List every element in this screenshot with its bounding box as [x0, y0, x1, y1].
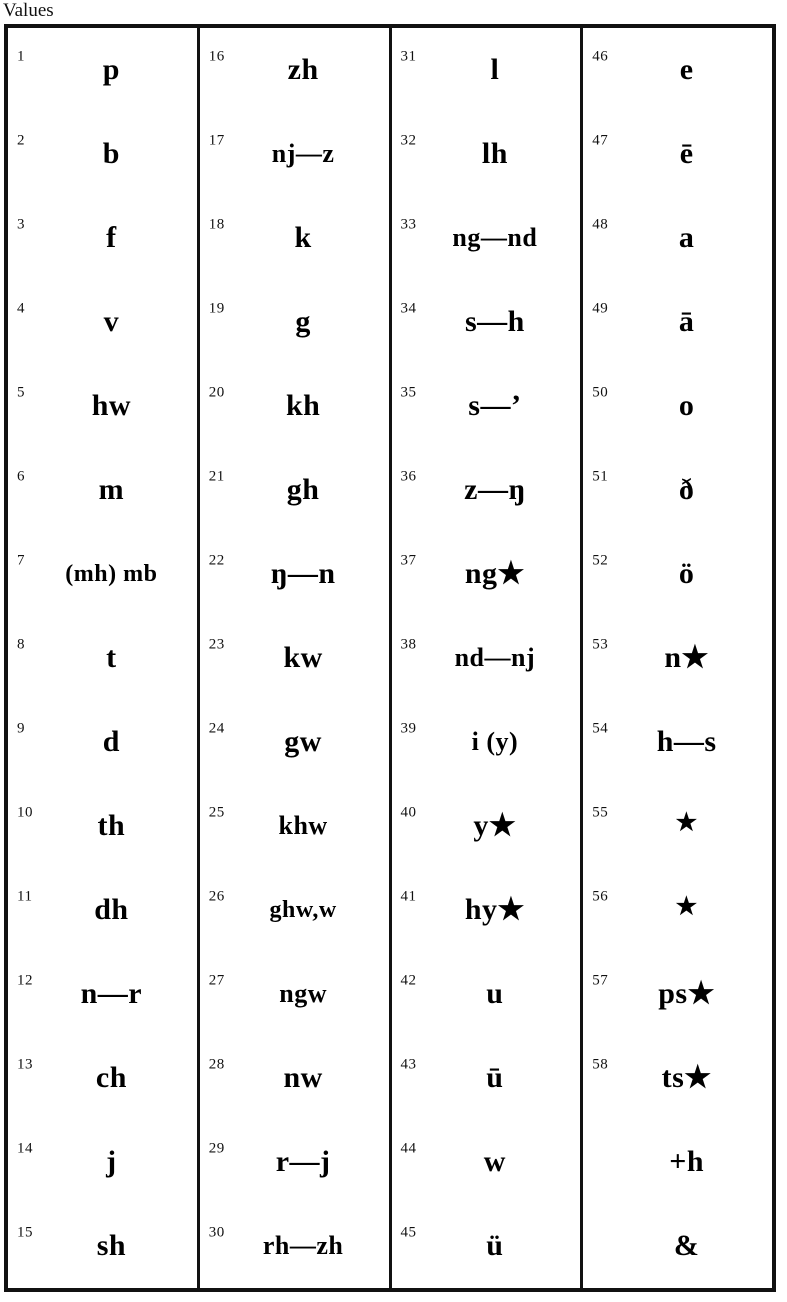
table-cell	[392, 532, 581, 616]
table-cell	[392, 448, 581, 532]
cell-number: 50	[592, 384, 609, 401]
table-cell	[583, 112, 772, 196]
cell-number: 2	[17, 132, 25, 149]
table-cell	[583, 364, 772, 448]
cell-value: g	[295, 305, 311, 338]
table-cell	[8, 1036, 197, 1120]
cell-value: n★	[664, 641, 709, 674]
cell-value: ★	[675, 894, 698, 920]
table-column-4	[583, 28, 772, 1288]
cell-number: 28	[208, 1056, 225, 1073]
cell-value: sh	[96, 1229, 127, 1262]
cell-number: 19	[208, 300, 225, 317]
cell-value: u	[486, 977, 504, 1010]
table-column-3	[392, 28, 584, 1288]
cell-value: o	[678, 389, 695, 422]
table-cell	[200, 952, 389, 1036]
cell-number: 44	[400, 1140, 417, 1157]
cell-number: 48	[592, 216, 609, 233]
cell-value: &	[673, 1229, 700, 1262]
table-cell	[8, 28, 197, 112]
cell-value: ā	[678, 305, 695, 338]
cell-value: z—ŋ	[464, 473, 526, 506]
cell-value: ghw,w	[269, 897, 337, 923]
table-cell	[392, 28, 581, 112]
table-cell	[392, 112, 581, 196]
cell-number: 13	[17, 1056, 33, 1073]
cell-number: 1	[17, 48, 25, 65]
cell-value: ngw	[279, 979, 327, 1008]
cell-value: e	[679, 53, 694, 86]
table-columns	[8, 28, 772, 1288]
table-cell	[583, 28, 772, 112]
cell-number: 4	[17, 300, 25, 317]
table-cell	[392, 952, 581, 1036]
cell-number: 56	[592, 888, 609, 905]
cell-value: ū	[486, 1061, 504, 1094]
table-cell	[392, 1120, 581, 1204]
cell-number: 47	[592, 132, 609, 149]
cell-value: nj—z	[271, 139, 335, 168]
cell-value: kw	[283, 641, 323, 674]
cell-value: s—’	[468, 389, 522, 422]
page-caption: Values	[3, 0, 54, 21]
table-cell	[583, 196, 772, 280]
cell-value: ps★	[658, 977, 715, 1010]
cell-value: khw	[278, 811, 328, 840]
cell-number: 14	[17, 1140, 33, 1157]
cell-value: t	[106, 641, 117, 674]
table-cell	[8, 952, 197, 1036]
table-cell	[392, 616, 581, 700]
table-cell	[200, 448, 389, 532]
table-cell	[200, 700, 389, 784]
cell-value: gw	[284, 725, 322, 758]
cell-number: 40	[400, 804, 417, 821]
cell-number: 26	[208, 888, 225, 905]
table-cell	[392, 280, 581, 364]
cell-number: 12	[17, 972, 33, 989]
cell-value: r—j	[275, 1145, 331, 1178]
cell-value: y★	[473, 809, 517, 842]
table-cell	[392, 1036, 581, 1120]
cell-number: 38	[400, 636, 417, 653]
cell-number: 41	[400, 888, 417, 905]
cell-number: 29	[208, 1140, 225, 1157]
cell-number: 33	[400, 216, 417, 233]
cell-number: 52	[592, 552, 609, 569]
cell-number: 51	[592, 468, 609, 485]
table-cell	[583, 1120, 772, 1204]
cell-value: +h	[669, 1145, 705, 1178]
table-cell	[583, 280, 772, 364]
cell-number: 46	[592, 48, 609, 65]
cell-number: 27	[208, 972, 225, 989]
cell-value: kh	[285, 389, 321, 422]
cell-value: p	[102, 53, 120, 86]
table-cell	[392, 1204, 581, 1288]
table-cell	[200, 868, 389, 952]
table-cell	[583, 616, 772, 700]
table-cell	[392, 868, 581, 952]
table-cell	[8, 448, 197, 532]
cell-number: 22	[208, 552, 225, 569]
table-cell	[8, 1204, 197, 1288]
cell-value: ch	[95, 1061, 127, 1094]
table-cell	[392, 364, 581, 448]
table-cell	[392, 784, 581, 868]
cell-value: ŋ—n	[270, 557, 336, 590]
cell-number: 57	[592, 972, 609, 989]
table-cell	[583, 1204, 772, 1288]
cell-number: 30	[208, 1224, 225, 1241]
table-cell	[583, 868, 772, 952]
cell-number: 7	[17, 552, 25, 569]
table-cell	[8, 784, 197, 868]
table-cell	[8, 868, 197, 952]
values-table	[4, 24, 776, 1292]
table-cell	[8, 280, 197, 364]
cell-number: 53	[592, 636, 609, 653]
cell-value: v	[103, 305, 120, 338]
table-cell	[583, 700, 772, 784]
cell-value: j	[106, 1145, 117, 1178]
table-cell	[583, 784, 772, 868]
cell-value: w	[483, 1145, 506, 1178]
cell-value: ng—nd	[452, 223, 538, 252]
cell-value: hy★	[464, 893, 525, 926]
cell-value: i (y)	[471, 727, 519, 756]
table-cell	[8, 112, 197, 196]
table-cell	[8, 364, 197, 448]
table-cell	[200, 196, 389, 280]
cell-number: 17	[208, 132, 225, 149]
cell-number: 37	[400, 552, 417, 569]
cell-value: (mh) mb	[65, 561, 158, 587]
table-cell	[200, 1204, 389, 1288]
table-cell	[583, 1036, 772, 1120]
cell-number: 24	[208, 720, 225, 737]
cell-number: 20	[208, 384, 225, 401]
cell-number: 36	[400, 468, 417, 485]
cell-value: ö	[678, 557, 695, 590]
cell-value: f	[106, 221, 117, 254]
cell-number: 11	[17, 888, 33, 905]
table-cell	[583, 952, 772, 1036]
table-cell	[392, 196, 581, 280]
table-cell	[8, 700, 197, 784]
cell-value: th	[97, 809, 126, 842]
cell-value: a	[678, 221, 695, 254]
cell-value: nd—nj	[454, 643, 536, 672]
cell-value: lh	[481, 137, 508, 170]
table-cell	[583, 448, 772, 532]
cell-value: nw	[283, 1061, 323, 1094]
cell-value: h—s	[656, 725, 717, 758]
cell-number: 42	[400, 972, 417, 989]
cell-value: gh	[286, 473, 320, 506]
cell-value: dh	[94, 893, 129, 926]
cell-value: hw	[91, 389, 132, 422]
cell-value: b	[102, 137, 120, 170]
cell-number: 5	[17, 384, 25, 401]
cell-value: ng★	[464, 557, 525, 590]
cell-value: rh—zh	[262, 1231, 344, 1260]
cell-number: 45	[400, 1224, 417, 1241]
table-cell	[200, 1036, 389, 1120]
cell-number: 35	[400, 384, 417, 401]
table-cell	[200, 532, 389, 616]
table-cell	[200, 364, 389, 448]
cell-number: 32	[400, 132, 417, 149]
cell-value: ts★	[661, 1061, 712, 1094]
cell-number: 31	[400, 48, 417, 65]
cell-number: 43	[400, 1056, 417, 1073]
table-cell	[8, 1120, 197, 1204]
cell-value: l	[490, 53, 500, 86]
cell-value: ü	[486, 1229, 504, 1262]
cell-number: 25	[208, 804, 225, 821]
cell-number: 23	[208, 636, 225, 653]
table-cell	[200, 112, 389, 196]
cell-number: 18	[208, 216, 225, 233]
cell-value: d	[102, 725, 120, 758]
cell-number: 9	[17, 720, 25, 737]
cell-value: ð	[678, 473, 695, 506]
cell-number: 6	[17, 468, 25, 485]
table-cell	[583, 532, 772, 616]
cell-value: ★	[675, 810, 698, 836]
cell-number: 15	[17, 1224, 33, 1241]
cell-value: k	[294, 221, 312, 254]
cell-number: 54	[592, 720, 609, 737]
table-cell	[392, 700, 581, 784]
cell-number: 58	[592, 1056, 609, 1073]
cell-value: zh	[287, 53, 319, 86]
table-cell	[8, 616, 197, 700]
cell-number: 34	[400, 300, 417, 317]
cell-number: 21	[208, 468, 225, 485]
table-cell	[200, 616, 389, 700]
cell-value: s—h	[464, 305, 525, 338]
cell-number: 49	[592, 300, 609, 317]
cell-value: m	[98, 473, 125, 506]
cell-value: ē	[679, 137, 694, 170]
cell-value: n—r	[80, 977, 143, 1010]
table-cell	[200, 280, 389, 364]
cell-number: 3	[17, 216, 25, 233]
cell-number: 39	[400, 720, 417, 737]
table-cell	[200, 784, 389, 868]
table-cell	[200, 28, 389, 112]
table-column-2	[200, 28, 392, 1288]
table-cell	[8, 532, 197, 616]
cell-number: 55	[592, 804, 609, 821]
table-cell	[200, 1120, 389, 1204]
cell-number: 16	[208, 48, 225, 65]
cell-number: 10	[17, 804, 33, 821]
cell-number: 8	[17, 636, 25, 653]
table-cell	[8, 196, 197, 280]
table-column-1	[8, 28, 200, 1288]
